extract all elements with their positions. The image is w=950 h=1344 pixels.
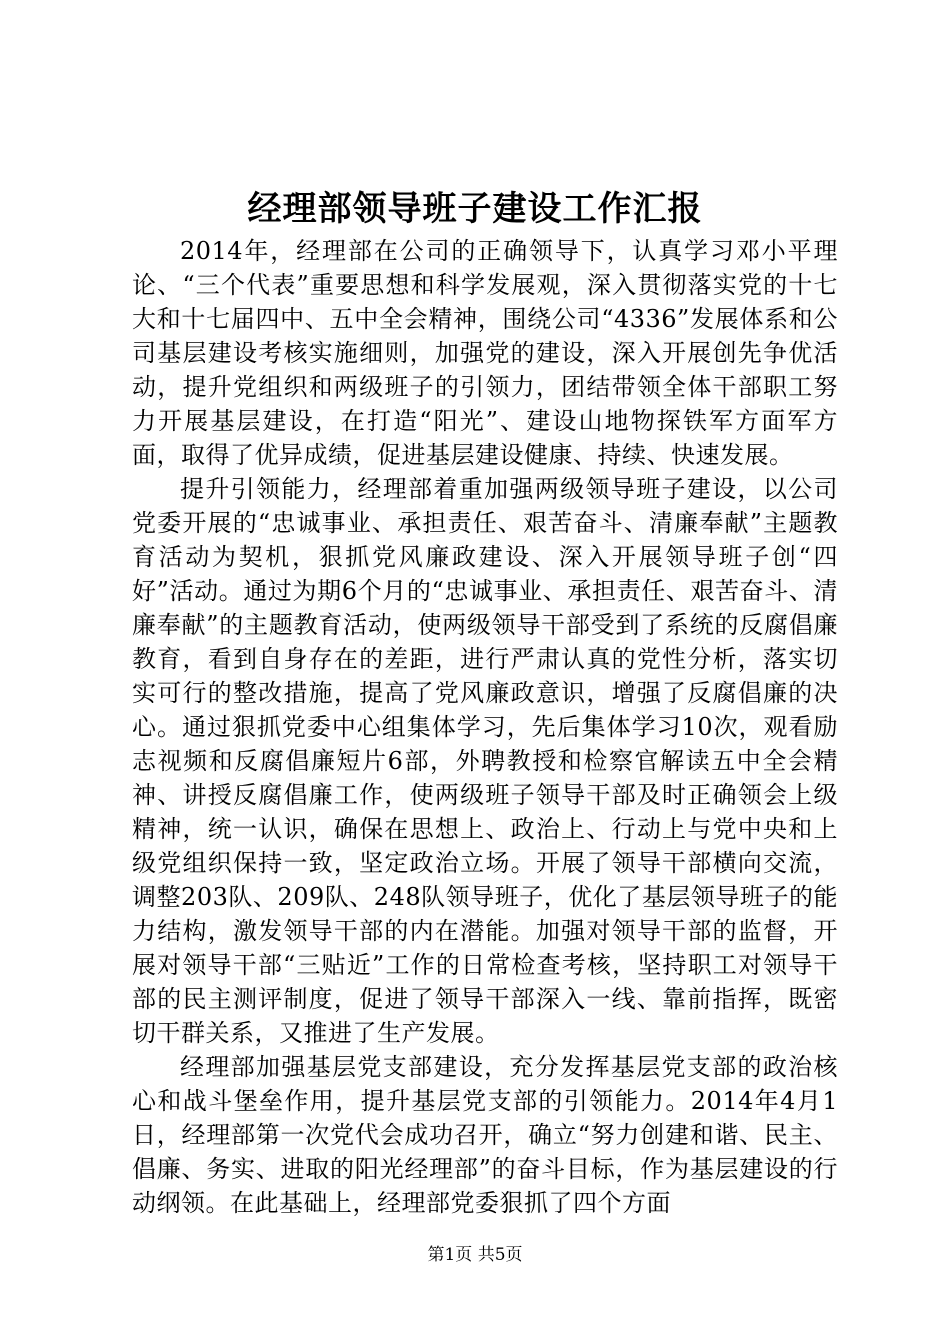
document-title: 经理部领导班子建设工作汇报 [247, 189, 703, 229]
document-body [132, 234, 838, 1220]
paragraph-1: 2014年，经理部在公司的正确领导下，认真学习邓小平理论、“三个代表”重要思想和科学发展观，深入贯彻落实党的十七大和十七届四中、五中全会精神，围绕公司“4336”发展体系和公司基层建设考核实施细则，加强党的建设，深入开展创先争优活动，提升党组织和两级班子的引领力，团结带领全体干部职工努力开展基层建设，在打造“阳光”、建设山地物探铁军方面军方面，取得了优异成绩，促进基层建设健康、持续、快速发展。 [132, 237, 838, 469]
paragraph-2: 提升引领能力，经理部着重加强两级领导班子建设，以公司党委开展的“忠诚事业、承担责任、艰苦奋斗、清廉奉献”主题教育活动为契机，狠抓党风廉政建设、深入开展领导班子创“四好”活动。通过为期6个月的“忠诚事业、承担责任、艰苦奋斗、清廉奉献”的主题教育活动，使两级领导干部受到了系统的反腐倡廉教育，看到自身存在的差距，进行严肃认真的党性分析，落实切实可行的整改措施，提高了党风廉政意识，增强了反腐倡廉的决心。通过狠抓党委中心组集体学习，先后集体学习10次，观看励志视频和反腐倡廉短片6部，外聘教授和检察官解读五中全会精神、讲授反腐倡廉工作，使两级班子领导干部及时正确领会上级精神，统一认识，确保在思想上、政治上、行动上与党中央和上级党组织保持一致，坚定政治立场。开展了领导干部横向交流，调整203队、209队、248队领导班子，优化了基层领导班子的能力结构，激发领导干部的内在潜能。加强对领导干部的监督，开展对领导干部“三贴近”工作的日常检查考核，坚持职工对领导干部的民主测评制度，促进了领导干部深入一线、靠前指挥，既密切干群关系，又推进了生产发展。 [132, 475, 838, 1047]
page-number-footer: 第1页 共5页 [427, 1245, 523, 1265]
paragraph-3: 经理部加强基层党支部建设，充分发挥基层党支部的政治核心和战斗堡垒作用，提升基层党支部的引领能力。2014年4月1日，经理部第一次党代会成功召开，确立“努力创建和谐、民主、倡廉、务实、进取的阳光经理部”的奋斗目标，作为基层建设的行动纲领。在此基础上，经理部党委狠抓了四个方面 [132, 1053, 838, 1217]
